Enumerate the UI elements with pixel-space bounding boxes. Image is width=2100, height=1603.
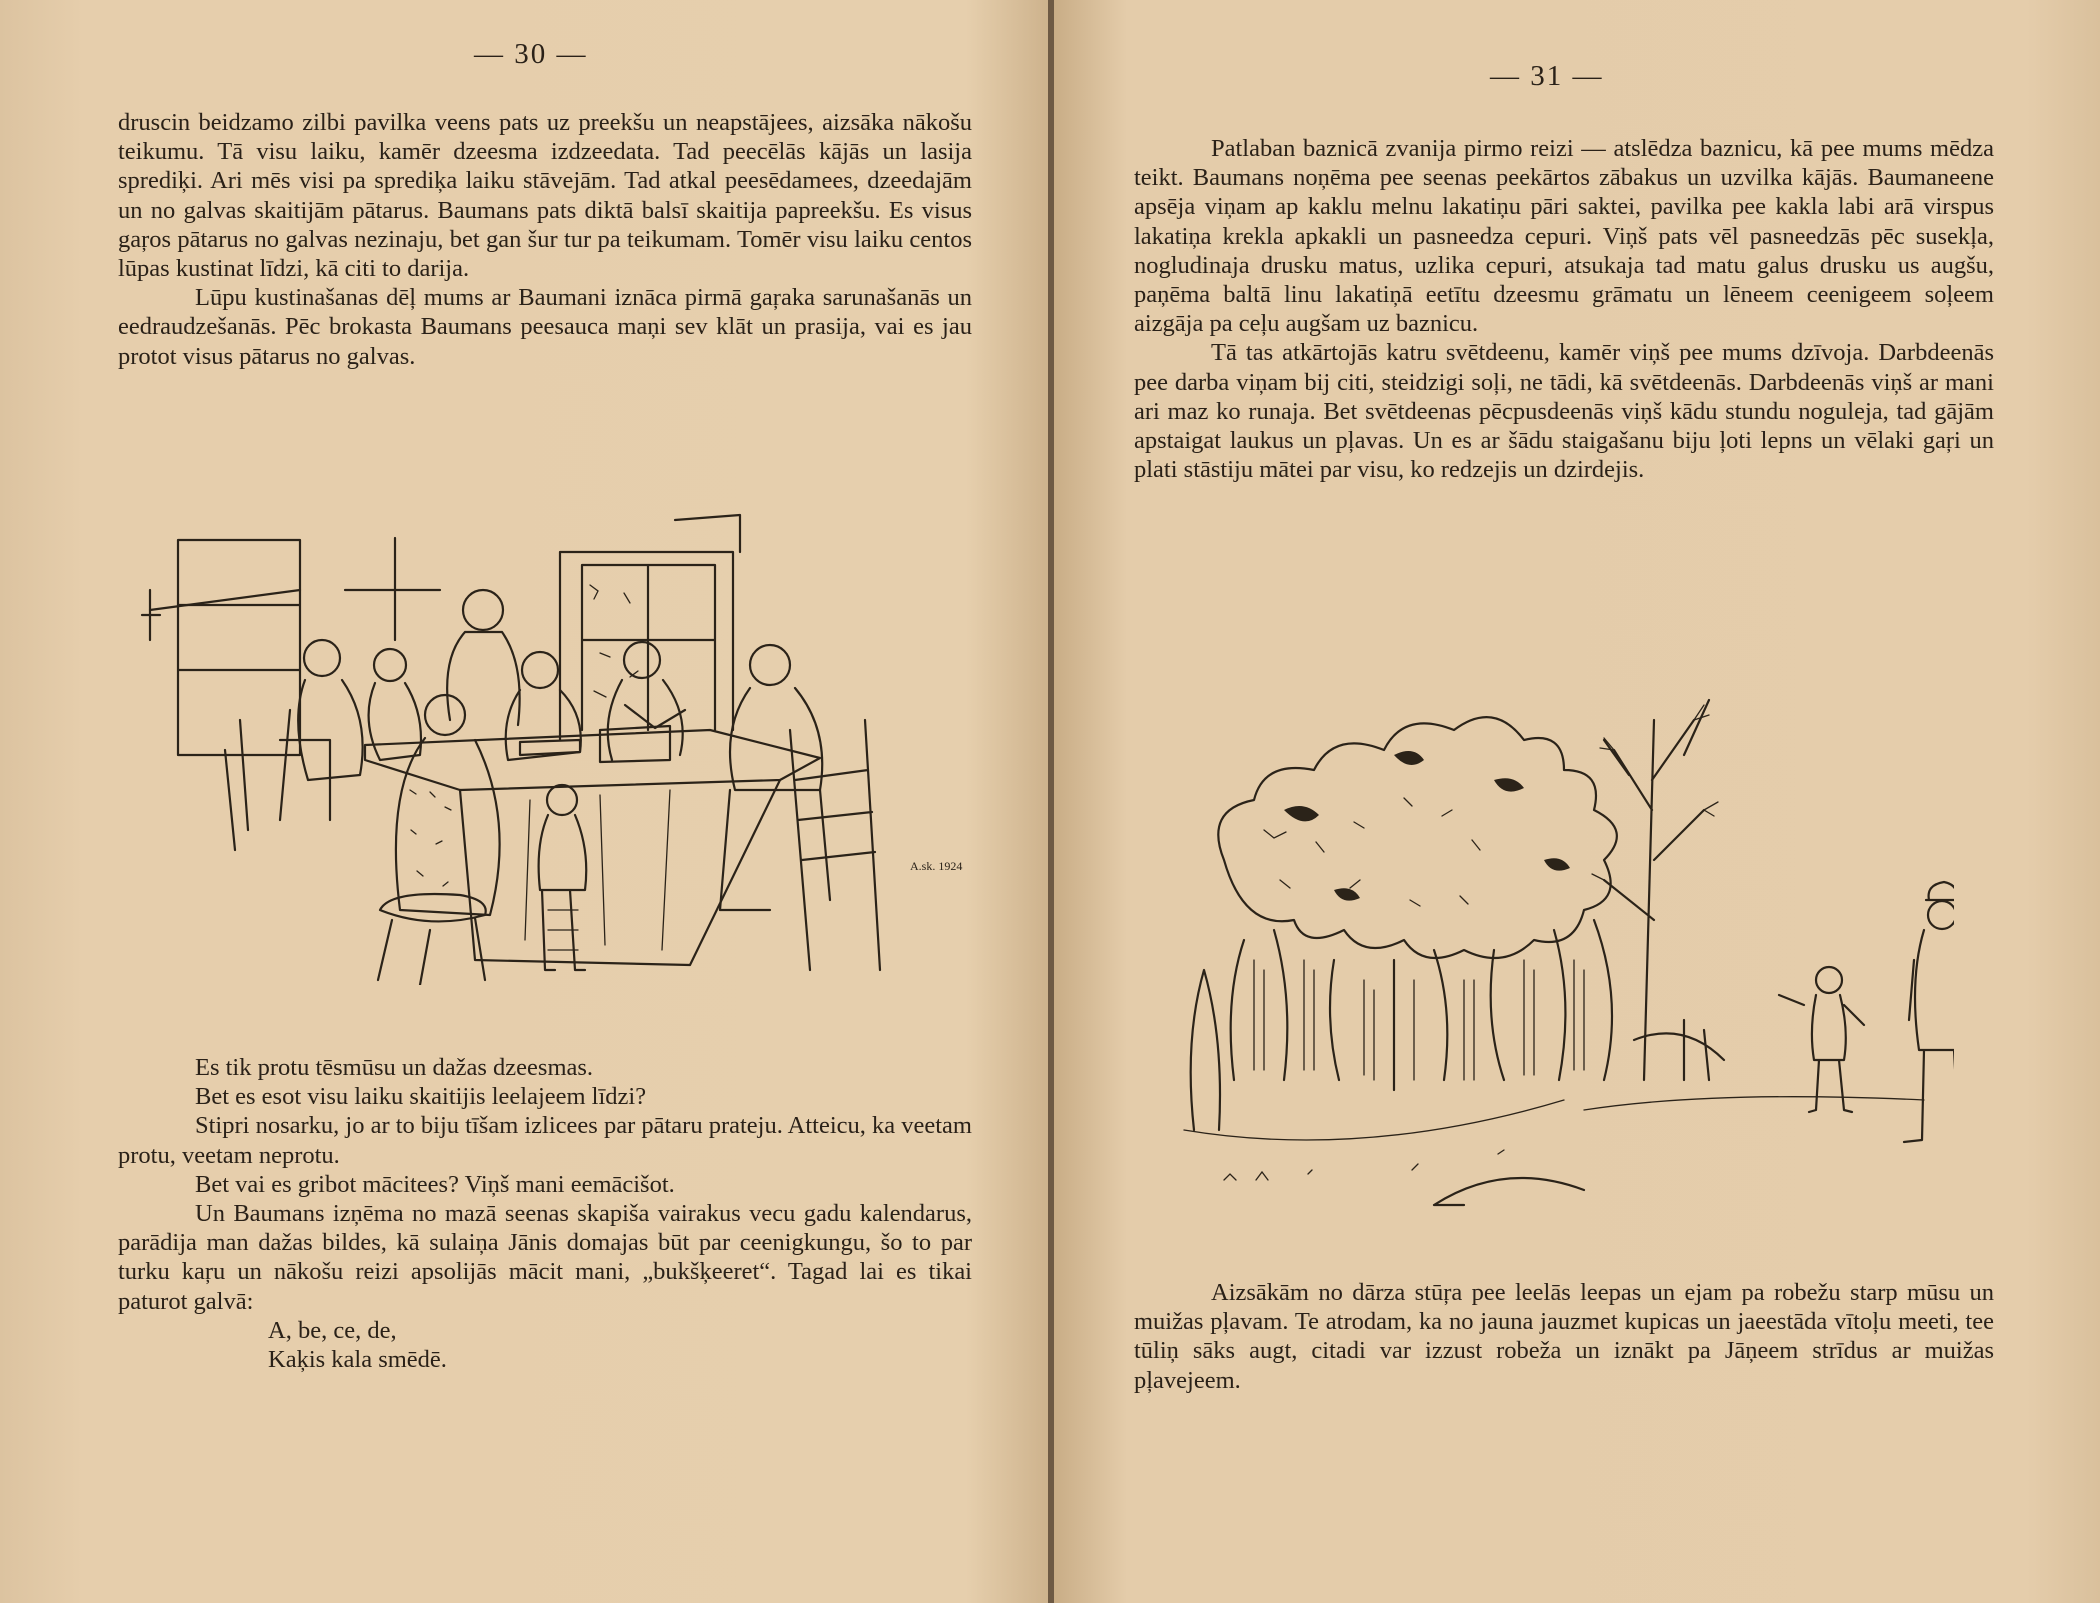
paragraph: Patlaban baznicā zvanija pirmo reizi — atslēdza baznicu, kā pee mums mēdza teikt. Baumans noņēma pee seenas peekārtos zābakus un uzvilka kājās. Baumaneene apsēja viņam ap kaklu melnu lakatiņu pāri saktei, pavilka pee kakla labi arā virspus lakatiņa krekla apkakli un pasneedza cepuri. Viņš pats vēl pasneedzās pēc susekļa, nogludinaja drusku matus, uzlika cepuri, atsukaja tad matu galus drusku us augšu, paņēma baltā linu lakatiņā eetītu dzeesmu grāmatu un lēneem ceenigeem soļeem aizgāja pa ceļu augšam uz baznicu.: [1134, 135, 1994, 338]
page-number: — 30 —: [474, 38, 588, 70]
paragraph: Bet es esot visu laiku skaitijis leelajeem līdzi?: [195, 1083, 647, 1111]
paragraph: Es tik protu tēsmūsu un dažas dzeesmas.: [195, 1054, 594, 1081]
trees-walkers-illustration: [1164, 660, 1954, 1230]
family-table-illustration: [130, 490, 1010, 985]
paragraph: Stipri nosarku, jo ar to biju tīšam izlicees par pātaru prateju. Atteicu, ka veetam protu, veetam neprotu.: [118, 1112, 972, 1169]
right-text-top: [1134, 134, 1994, 484]
illustration-signature: A.sk. 1924: [910, 859, 963, 873]
left-text-top: [118, 108, 972, 371]
page-number: — 31 —: [1490, 60, 1604, 92]
poem-line: A, be, ce, de,: [268, 1316, 397, 1344]
poem-line: Kaķis kala smēdē.: [268, 1346, 447, 1374]
paragraph: Bet vai es gribot mācitees? Viņš mani eemācišot.: [195, 1170, 675, 1198]
paragraph: druscin beidzamo zilbi pavilka veens pats uz preekšu un neapstājees, aizsāka nākošu teikumu. Tā visu laiku, kamēr dzeesma izdzeedata. Tad peecēlās kājās un lasija sprediķi. Ari mēs visi pa sprediķa laiku stāvejām. Tad atkal peesēdamees, dzeedajām un no galvas skaitijām pātarus. Baumans pats diktā balsī skaitija papreekšu. Es visus gaŗos pātarus no galvas nezinaju, bet gan šur tur pa teikumam. Tomēr visu laiku centos lūpas kustinat līdzi, kā citi to darija.: [118, 109, 972, 283]
paragraph: Un Baumans izņēma no mazā seenas skapiša vairakus vecu gadu kalendarus, parādija man dažas bildes, kā sulaiņa Jānis domajas būt par ceenigkungu, šo to par turku kaŗu un nākošu reizi apsolijās mācit mani, „bukšķeeret“. Tagad lai es tikai paturot galvā:: [118, 1200, 972, 1315]
right-text-bottom: [1134, 1278, 1994, 1395]
paragraph: Tā tas atkārtojās katru svētdeenu, kamēr viņš pee mums dzīvoja. Darbdeenās pee darba viņam bij citi, steidzigi soļi, ne tādi, kā svētdeenās. Darbdeenās viņš ar mani ari maz ko runaja. Bet svētdeenas pēcpusdeenās viņš kādu stundu noguleja, tad gājām apstaigat laukus un pļavas. Un es ar šādu staigašanu biju ļoti lepns un vēlaki gaŗi un plati stāstiju mātei par visu, ko redzejis un dzirdejis.: [1134, 339, 1994, 484]
paragraph: Lūpu kustinašanas dēļ mums ar Baumani iznāca pirmā gaŗaka sarunašanās un eedraudzešanās. Pēc brokasta Baumans peesauca maņi sev klāt un prasija, vai es jau protot visus pātarus no galvas.: [118, 284, 972, 370]
right-page: [1054, 0, 2100, 1603]
left-text-bottom: [118, 1053, 972, 1374]
paragraph: Aizsākām no dārza stūŗa pee leelās leepas un ejam pa robežu starp mūsu un muižas pļavam. Te atrodam, ka no jauna jauzmet kupicas un jaeestāda vītoļu meeti, tee tūliņ sāks augt, citadi var izzust robeža un iznākt pa Jāņeem strīdus ar muižas pļavejeem.: [1134, 1279, 1994, 1394]
